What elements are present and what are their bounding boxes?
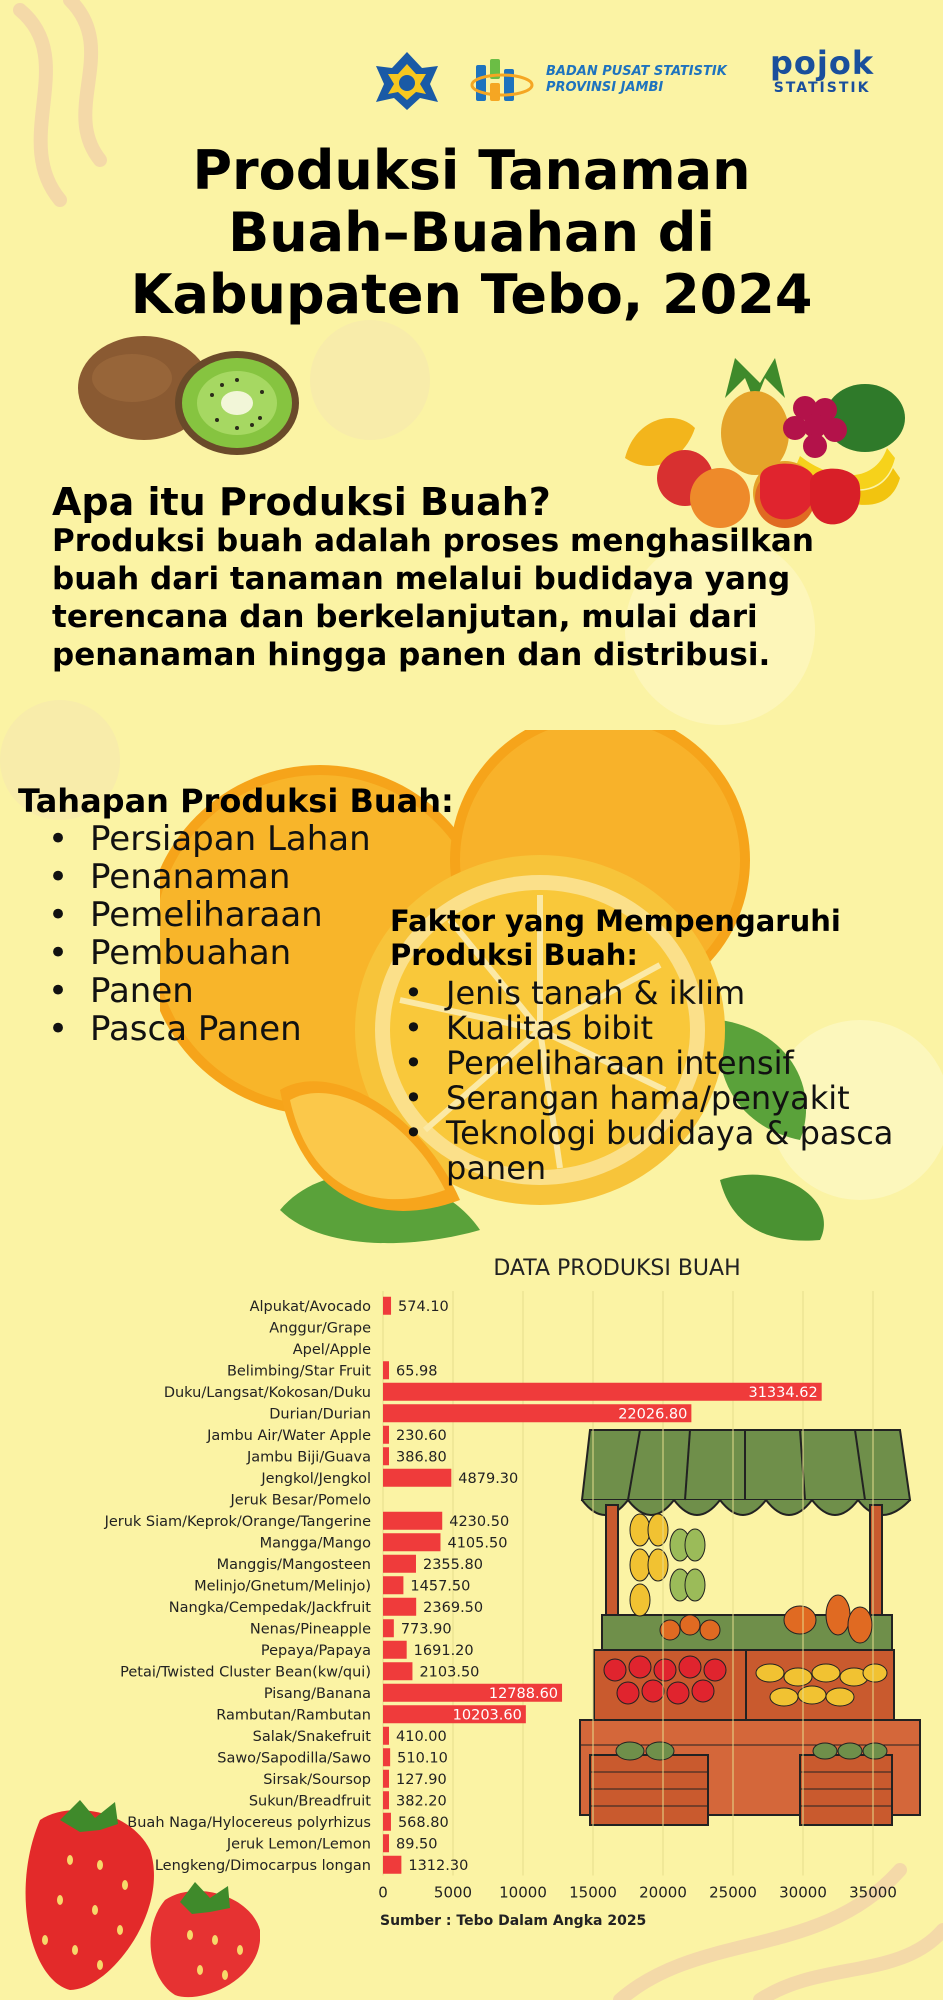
chart-bar — [383, 1469, 451, 1487]
pojok-statistik-logo — [770, 46, 874, 96]
chart-source: Sumber : Tebo Dalam Angka 2025 — [380, 1913, 647, 1929]
page-title-line1: Produksi Tanaman — [192, 139, 751, 202]
chart-category-label: Salak/Snakefruit — [252, 1728, 371, 1745]
chart-category-label: Jeruk Lemon/Lemon — [226, 1836, 371, 1853]
chart-value-label: 1457.50 — [410, 1578, 471, 1595]
chart-bar — [383, 1641, 407, 1659]
chart-bar — [383, 1619, 394, 1637]
factor-item: • Teknologi budidaya & pasca — [390, 1116, 910, 1151]
strawberry-illustration — [0, 1790, 260, 2000]
bps-org-line1: BADAN PUSAT STATISTIK — [546, 64, 727, 79]
chart-value-label: 10203.60 — [452, 1707, 522, 1724]
chart-category-label: Duku/Langsat/Kokosan/Duku — [163, 1384, 371, 1401]
chart-bar — [383, 1361, 389, 1379]
chart-value-label: 773.90 — [400, 1621, 452, 1638]
chart-bar — [383, 1770, 389, 1788]
stages-heading: Tahapan Produksi Buah: — [18, 782, 454, 820]
factors-heading-line2: Produksi Buah: — [390, 938, 639, 972]
chart-value-label: 1691.20 — [413, 1642, 474, 1659]
chart-category-label: Petai/Twisted Cluster Bean(kw/qui) — [120, 1664, 371, 1681]
chart-value-label: 4230.50 — [449, 1513, 510, 1530]
factor-item: • Kualitas bibit — [390, 1011, 910, 1046]
chart-category-label: Nenas/Pineapple — [249, 1621, 371, 1638]
chart-value-label: 31334.62 — [748, 1384, 818, 1401]
stages-list — [18, 820, 418, 1048]
chart-value-label: 22026.80 — [618, 1406, 688, 1423]
chart-value-label: 2103.50 — [419, 1664, 480, 1681]
mixed-fruit-illustration — [615, 348, 905, 548]
chart-category-label: Jambu Air/Water Apple — [207, 1427, 371, 1444]
factors-heading-line1: Faktor yang Mempengaruhi — [390, 904, 841, 938]
chart-category-label: Belimbing/Star Fruit — [226, 1363, 371, 1380]
chart-value-label: 65.98 — [396, 1363, 438, 1380]
chart-bar — [383, 1297, 391, 1315]
stage-item: • Penanaman — [18, 858, 418, 896]
stage-item: • Pembuahan — [18, 934, 418, 972]
bps-org-line2: PROVINSI JAMBI — [546, 80, 664, 95]
chart-x-tick-label: 10000 — [499, 1883, 547, 1902]
chart-category-label: Sawo/Sapodilla/Sawo — [217, 1750, 371, 1767]
chart-category-label: Jeruk Besar/Pomelo — [230, 1492, 371, 1509]
chart-category-label: Jeruk Siam/Keprok/Orange/Tangerine — [104, 1513, 371, 1530]
factor-item: • Serangan hama/penyakit — [390, 1081, 910, 1116]
chart-category-label: Mangga/Mango — [259, 1535, 371, 1552]
chart-value-label: 2369.50 — [423, 1599, 484, 1616]
chart-x-tick-label: 35000 — [849, 1883, 897, 1902]
chart-bar — [383, 1662, 412, 1680]
chart-category-label: Manggis/Mangosteen — [216, 1556, 371, 1573]
chart-value-label: 382.20 — [396, 1793, 447, 1810]
chart-category-label: Apel/Apple — [292, 1341, 371, 1358]
chart-bar — [383, 1791, 389, 1809]
chart-category-label: Durian/Durian — [269, 1406, 371, 1423]
chart-category-labels — [104, 1299, 372, 1874]
intro-text: Produksi buah adalah proses menghasilkan buah dari tanaman melalui budidaya yang terencana dan berkelanjutan, mulai dari penanaman hingga panen dan distribusi. — [52, 523, 814, 673]
stage-item: • Pasca Panen — [18, 1010, 418, 1048]
factor-item: • Jenis tanah & iklim — [390, 976, 910, 1011]
chart-title: DATA PRODUKSI BUAH — [493, 1256, 741, 1281]
page-title — [60, 140, 883, 326]
chart-category-label: Sukun/Breadfruit — [248, 1793, 371, 1810]
chart-value-label: 12788.60 — [488, 1685, 559, 1702]
chart-x-tick-label: 20000 — [639, 1883, 687, 1902]
kiwi-illustration — [72, 330, 312, 460]
stage-item: • Pemeliharaan — [18, 896, 418, 934]
chart-category-label: Nangka/Cempedak/Jackfruit — [168, 1599, 371, 1616]
chart-value-label: 89.50 — [396, 1836, 438, 1853]
chart-category-label: Pepaya/Papaya — [260, 1642, 371, 1659]
chart-bar — [383, 1813, 391, 1831]
chart-value-label: 4879.30 — [458, 1470, 519, 1487]
chart-value-label: 574.10 — [398, 1298, 449, 1315]
chart-category-label: Jambu Biji/Guava — [247, 1449, 371, 1466]
chart-x-tick-label: 30000 — [779, 1883, 827, 1902]
chart-x-tick-label: 25000 — [709, 1883, 757, 1902]
chart-category-label: Sirsak/Soursop — [263, 1771, 371, 1788]
chart-value-label: 127.90 — [396, 1771, 447, 1788]
chart-bar — [383, 1533, 440, 1551]
chart-category-label: Alpukat/Avocado — [249, 1298, 371, 1315]
chart-bar — [383, 1727, 389, 1745]
chart-x-tick-label: 5000 — [433, 1883, 473, 1902]
chart-bar — [383, 1748, 390, 1766]
factor-item: • Pemeliharaan intensif — [390, 1046, 910, 1081]
pojok-logo-bottom: STATISTIK — [773, 80, 871, 96]
chart-value-label: 230.60 — [396, 1427, 447, 1444]
chart-category-label: Rambutan/Rambutan — [216, 1707, 371, 1724]
pojok-logo-top: pojok — [770, 44, 875, 82]
stage-item: • Persiapan Lahan — [18, 820, 418, 858]
chart-bar — [383, 1834, 389, 1852]
chart-bar — [383, 1555, 416, 1573]
chart-value-label: 1312.30 — [408, 1857, 469, 1874]
chart-category-label: Buah Naga/Hylocereus polyrhizus — [127, 1814, 371, 1831]
chart-bar — [383, 1598, 416, 1616]
chart-bar — [383, 1856, 401, 1874]
factors-heading — [390, 904, 841, 972]
chart-category-label: Melinjo/Gnetum/Melinjo) — [194, 1578, 371, 1595]
ministry-emblem-icon — [372, 48, 442, 112]
chart-value-label: 568.80 — [397, 1814, 449, 1831]
stage-item: • Panen — [18, 972, 418, 1010]
intro-heading: Apa itu Produksi Buah? — [52, 480, 551, 524]
chart-category-label: Pisang/Banana — [263, 1685, 371, 1702]
chart-x-tick-label: 0 — [378, 1883, 388, 1902]
chart-category-label: Lengkeng/Dimocarpus longan — [154, 1857, 371, 1874]
chart-bar — [383, 1426, 389, 1444]
chart-value-label: 2355.80 — [422, 1556, 483, 1573]
page-title-line3: Kabupaten Tebo, 2024 — [130, 263, 813, 326]
bps-org-name — [546, 64, 727, 96]
chart-x-tick-label: 15000 — [569, 1883, 617, 1902]
chart-value-label: 510.10 — [397, 1750, 448, 1767]
factors-list — [390, 976, 910, 1186]
chart-bar — [383, 1447, 389, 1465]
factor-item-continued: panen — [446, 1149, 547, 1187]
chart-axis-ticks — [378, 1884, 897, 1902]
chart-category-label: Anggur/Grape — [269, 1320, 371, 1337]
chart-bar — [383, 1576, 403, 1594]
chart-value-label: 410.00 — [396, 1728, 447, 1745]
chart-bar — [383, 1512, 442, 1530]
bps-logo-icon — [470, 55, 534, 111]
chart-category-label: Jengkol/Jengkol — [261, 1470, 371, 1487]
page-title-line2: Buah–Buahan di — [228, 201, 715, 264]
chart-value-label: 4105.50 — [447, 1535, 508, 1552]
chart-value-label: 386.80 — [396, 1449, 447, 1466]
